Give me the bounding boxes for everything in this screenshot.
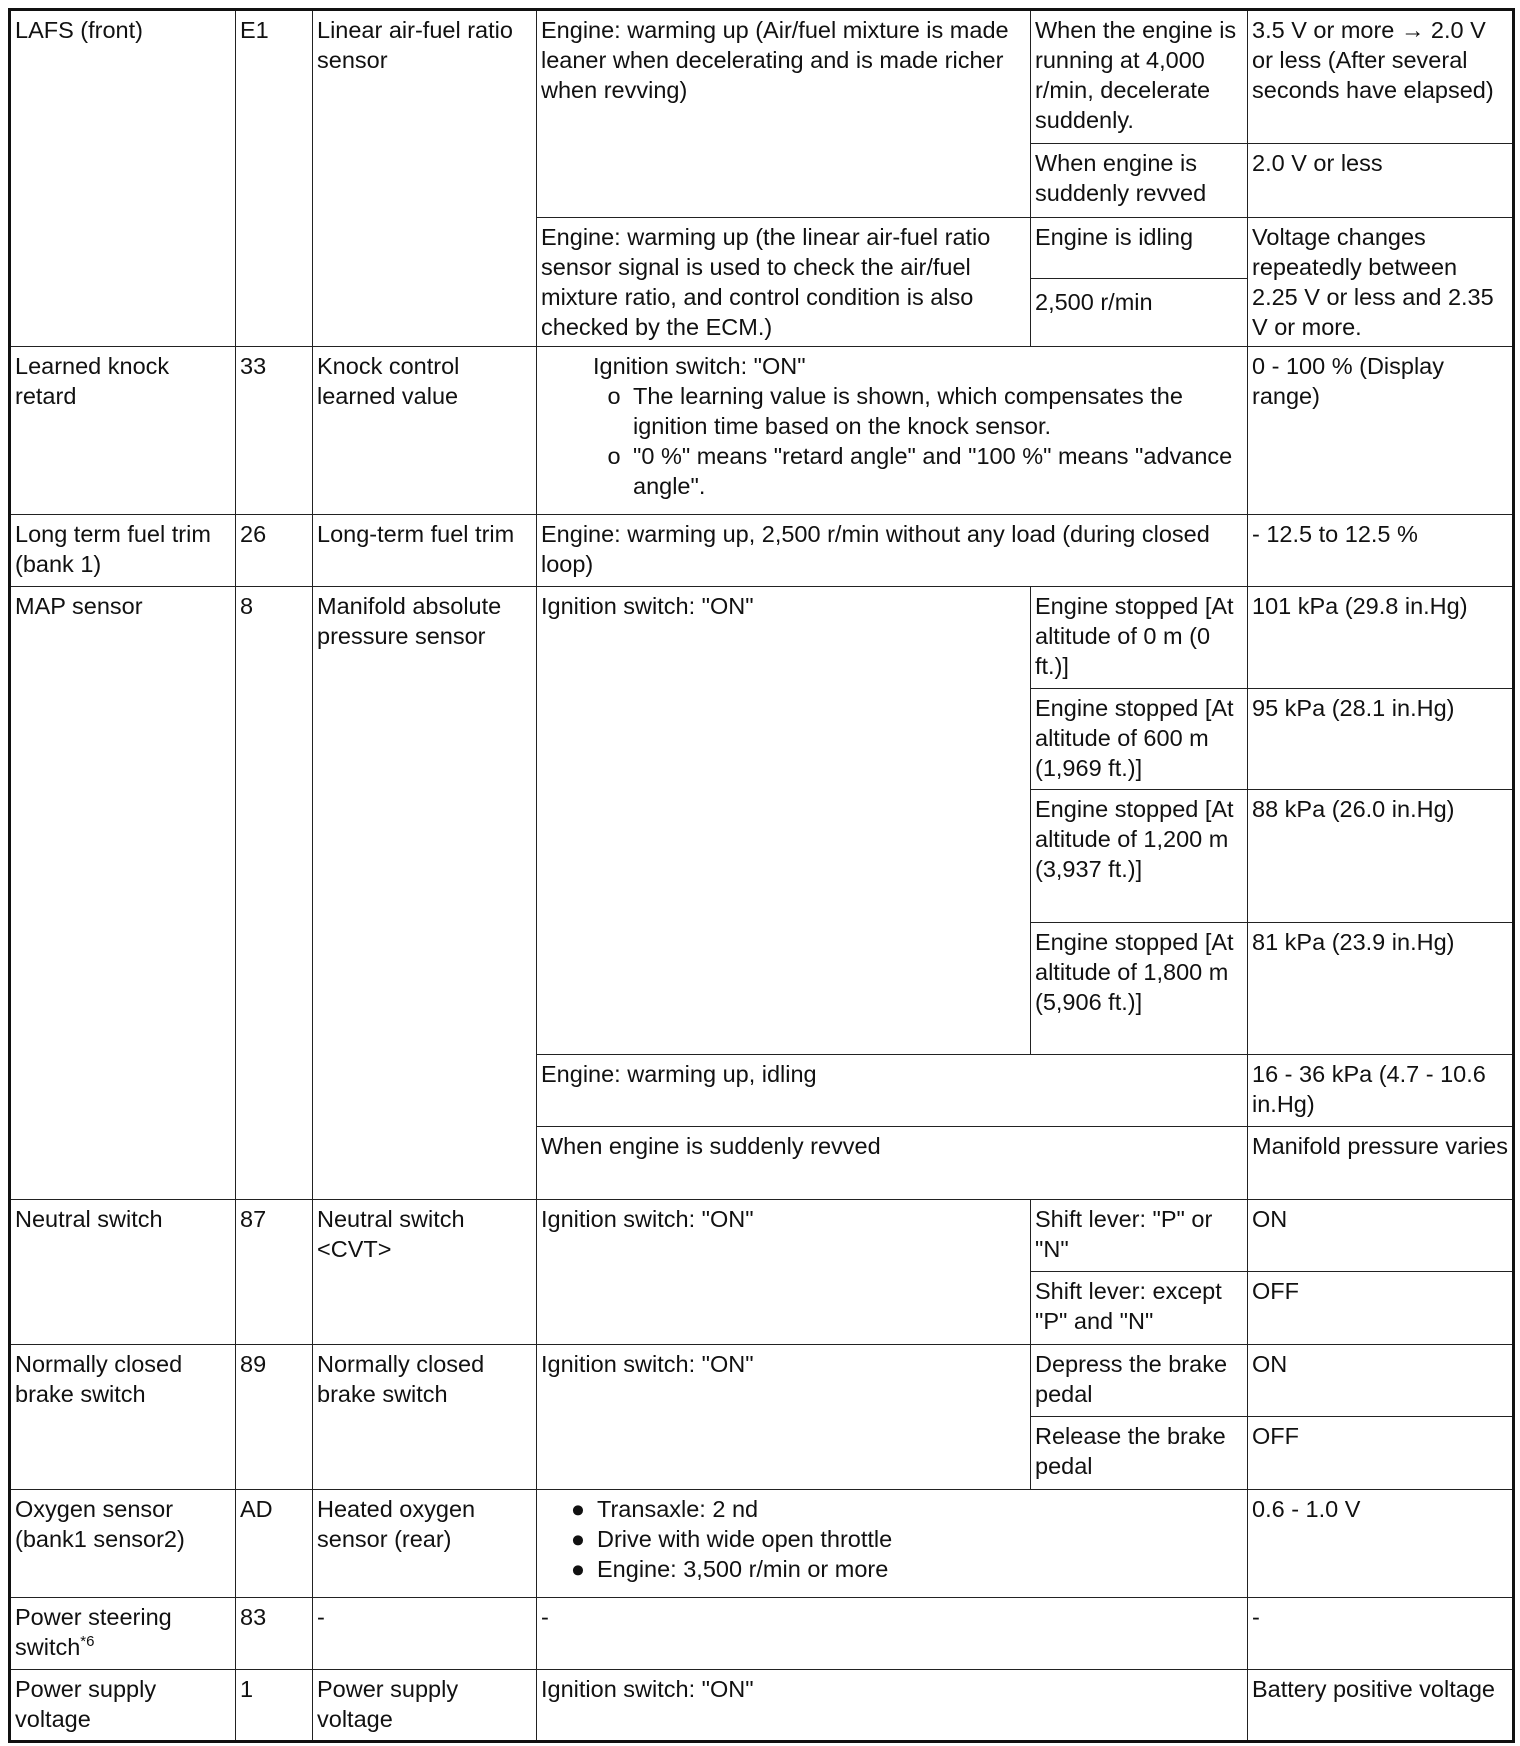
item-number: 89 — [236, 1345, 313, 1490]
item-description: - — [313, 1598, 537, 1670]
normal-value: 0.6 - 1.0 V — [1248, 1490, 1514, 1598]
circle-bullet-icon: o — [607, 383, 621, 409]
item-name: Normally closed brake switch — [10, 1345, 236, 1490]
item-number: 83 — [236, 1598, 313, 1670]
item-number: AD — [236, 1490, 313, 1598]
normal-value: Battery positive voltage — [1248, 1670, 1514, 1742]
item-name: LAFS (front) — [10, 10, 236, 347]
item-name: Power steering switch$^{*6}$ — [10, 1598, 236, 1670]
footnote-marker: *6 — [80, 1633, 95, 1651]
sub-condition: Engine stopped [At altitude of 1,200 m (3,937 ft.)] — [1031, 790, 1248, 923]
normal-value: OFF — [1248, 1272, 1514, 1345]
normal-value: 95 kPa (28.1 in.Hg) — [1248, 689, 1514, 790]
table-row — [10, 10, 1514, 144]
check-condition: Engine: warming up, 2,500 r/min without any load (during closed loop) — [537, 515, 1248, 587]
sub-condition: When engine is suddenly revved — [1031, 144, 1248, 218]
dot-bullet-icon: ● — [570, 1526, 586, 1552]
item-description: Long-term fuel trim — [313, 515, 537, 587]
item-number: 1 — [236, 1670, 313, 1742]
check-condition: Ignition switch: "ON" — [537, 1200, 1031, 1345]
table-row — [10, 1490, 1514, 1598]
sub-condition: Engine stopped [At altitude of 0 m (0 ft.)] — [1031, 587, 1248, 689]
item-description: Heated oxygen sensor (rear) — [313, 1490, 537, 1598]
normal-value: 81 kPa (23.9 in.Hg) — [1248, 923, 1514, 1055]
check-condition: Ignition switch: "ON" — [537, 587, 1031, 1055]
normal-value: 88 kPa (26.0 in.Hg) — [1248, 790, 1514, 923]
list-item: o The learning value is shown, which compensates the ignition time based on the knock sensor. — [577, 381, 1243, 441]
sub-condition: Release the brake pedal — [1031, 1417, 1248, 1490]
normal-value: 101 kPa (29.8 in.Hg) — [1248, 587, 1514, 689]
table-row — [10, 1598, 1514, 1670]
normal-value: 3.5 V or more → 2.0 V or less (After several seconds have elapsed) — [1248, 10, 1514, 144]
item-number: 33 — [236, 347, 313, 515]
check-condition: Engine: warming up (Air/fuel mixture is made leaner when decelerating and is made richer when revving) — [537, 10, 1031, 218]
check-condition — [537, 347, 1248, 515]
item-description: Power supply voltage — [313, 1670, 537, 1742]
item-name: Neutral switch — [10, 1200, 236, 1345]
check-condition: Engine: warming up, idling — [537, 1055, 1248, 1127]
list-item: ● Drive with wide open throttle — [541, 1524, 1243, 1554]
table-row — [10, 587, 1514, 689]
sub-condition: Engine stopped [At altitude of 1,800 m (5,906 ft.)] — [1031, 923, 1248, 1055]
condition-list — [541, 1494, 1243, 1584]
item-name: Long term fuel trim (bank 1) — [10, 515, 236, 587]
sub-condition: Shift lever: except "P" and "N" — [1031, 1272, 1248, 1345]
dot-bullet-icon: ● — [570, 1556, 586, 1582]
condition-text: Ignition switch: "ON" — [593, 353, 806, 379]
check-condition: When engine is suddenly revved — [537, 1127, 1248, 1200]
normal-value: - 12.5 to 12.5 % — [1248, 515, 1514, 587]
normal-value: 2.0 V or less — [1248, 144, 1514, 218]
check-condition: Ignition switch: "ON" — [537, 1345, 1031, 1490]
dot-bullet-icon: ● — [570, 1496, 586, 1522]
item-number: 8 — [236, 587, 313, 1200]
normal-value: Manifold pressure varies — [1248, 1127, 1514, 1200]
table-row — [10, 347, 1514, 515]
item-description: Neutral switch <CVT> — [313, 1200, 537, 1345]
item-name: Learned knock retard — [10, 347, 236, 515]
item-name: Oxygen sensor (bank1 sensor2) — [10, 1490, 236, 1598]
sub-condition: When the engine is running at 4,000 r/min, decelerate suddenly. — [1031, 10, 1248, 144]
item-name: MAP sensor — [10, 587, 236, 1200]
table-row — [10, 1670, 1514, 1742]
service-data-table — [8, 8, 1515, 1743]
sub-condition: Shift lever: "P" or "N" — [1031, 1200, 1248, 1272]
normal-value: - — [1248, 1598, 1514, 1670]
normal-value: ON — [1248, 1200, 1514, 1272]
table-row — [10, 1345, 1514, 1417]
item-description: Normally closed brake switch — [313, 1345, 537, 1490]
item-description: Manifold absolute pressure sensor — [313, 587, 537, 1200]
table-row — [10, 515, 1514, 587]
service-data-sheet — [8, 8, 1512, 1743]
list-item: ● Engine: 3,500 r/min or more — [541, 1554, 1243, 1584]
item-name: Power supply voltage — [10, 1670, 236, 1742]
sub-condition: Depress the brake pedal — [1031, 1345, 1248, 1417]
list-item: o "0 %" means "retard angle" and "100 %" means "advance angle". — [577, 441, 1243, 501]
normal-value: 16 - 36 kPa (4.7 - 10.6 in.Hg) — [1248, 1055, 1514, 1127]
list-item: ● Transaxle: 2 nd — [541, 1494, 1243, 1524]
item-number: 87 — [236, 1200, 313, 1345]
check-condition — [537, 1490, 1248, 1598]
item-number: E1 — [236, 10, 313, 347]
check-condition: - — [537, 1598, 1248, 1670]
normal-value: ON — [1248, 1345, 1514, 1417]
item-description: Linear air-fuel ratio sensor — [313, 10, 537, 347]
item-description: Knock control learned value — [313, 347, 537, 515]
sub-condition: Engine is idling — [1031, 218, 1248, 279]
condition-list — [541, 381, 1243, 501]
normal-value: Voltage changes repeatedly between 2.25 V or less and 2.35 V or more. — [1248, 218, 1514, 347]
sub-condition: 2,500 r/min — [1031, 279, 1248, 347]
normal-value: 0 - 100 % (Display range) — [1248, 347, 1514, 515]
item-number: 26 — [236, 515, 313, 587]
circle-bullet-icon: o — [607, 443, 621, 469]
sub-condition: Engine stopped [At altitude of 600 m (1,969 ft.)] — [1031, 689, 1248, 790]
table-row — [10, 1200, 1514, 1272]
check-condition: Ignition switch: "ON" — [537, 1670, 1248, 1742]
normal-value: OFF — [1248, 1417, 1514, 1490]
check-condition: Engine: warming up (the linear air-fuel ratio sensor signal is used to check the air/fuel mixture ratio, and control condition is also checked by the ECM.) — [537, 218, 1031, 347]
